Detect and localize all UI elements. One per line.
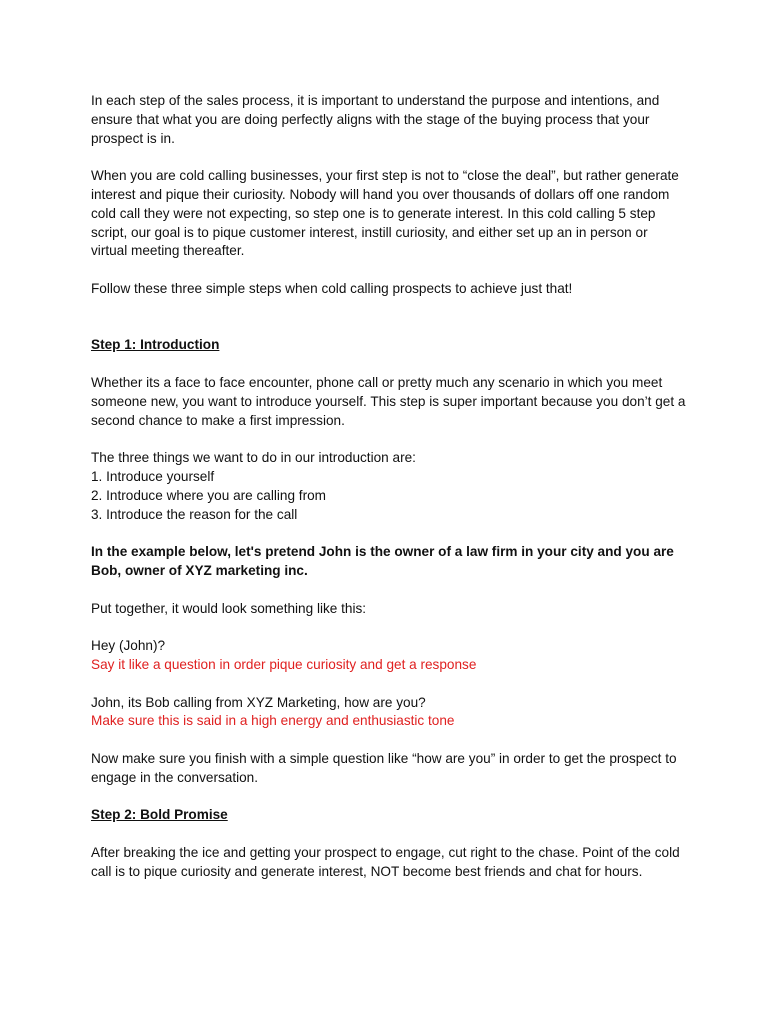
- step-2-heading: Step 2: Bold Promise: [91, 807, 228, 823]
- intro-paragraph-1: In each step of the sales process, it is important to understand the purpose and intentions, and ensure that what you are doing perfectly aligns with the stage of the buying process that your prospect is in.: [91, 93, 660, 146]
- step-1-paragraph-1: Whether its a face to face encounter, phone call or pretty much any scenario in which you meet someone new, you want to introduce yourself. This step is super important because you don’t get a second chance to make a first impression.: [91, 374, 686, 428]
- list-item: 2. Introduce where you are calling from: [91, 487, 326, 503]
- intro-paragraph-3: Follow these three simple steps when cold calling prospects to achieve just that!: [91, 280, 573, 296]
- step-1-paragraph-2: The three things we want to do in our introduction are:: [91, 450, 416, 466]
- dialog-note-1: Say it like a question in order pique curiosity and get a response: [91, 656, 477, 672]
- document-page: [91, 92, 687, 881]
- step-1-heading: Step 1: Introduction: [91, 337, 220, 353]
- list-item: 1. Introduce yourself: [91, 468, 215, 484]
- put-together-text: Put together, it would look something like this:: [91, 600, 367, 616]
- dialog-line-1: Hey (John)?: [91, 638, 166, 654]
- example-bold-paragraph: In the example below, let's pretend John is the owner of a law firm in your city and you are Bob, owner of XYZ marketing inc.: [91, 544, 674, 578]
- dialog-line-2: John, its Bob calling from XYZ Marketing, how are you?: [91, 694, 426, 710]
- intro-paragraph-2: When you are cold calling businesses, your first step is not to “close the deal”, but rather generate interest and pique their curiosity. Nobody will hand you over thousands of dollars off one random cold call they were not expecting, so step one is to generate interest. In this cold calling 5 step script, our goal is to pique customer interest, instill curiosity, and either set up an in person or virtual meeting thereafter.: [91, 168, 679, 259]
- step-1-closing: Now make sure you finish with a simple question like “how are you” in order to get the prospect to engage in the conversation.: [91, 750, 677, 785]
- list-item: 3. Introduce the reason for the call: [91, 506, 298, 522]
- step-1-list: [91, 468, 687, 524]
- dialog-note-2: Make sure this is said in a high energy and enthusiastic tone: [91, 713, 455, 729]
- step-2-paragraph-1: After breaking the ice and getting your prospect to engage, cut right to the chase. Point of the cold call is to pique curiosity and generate interest, NOT become best friends and chat for hours.: [91, 844, 680, 879]
